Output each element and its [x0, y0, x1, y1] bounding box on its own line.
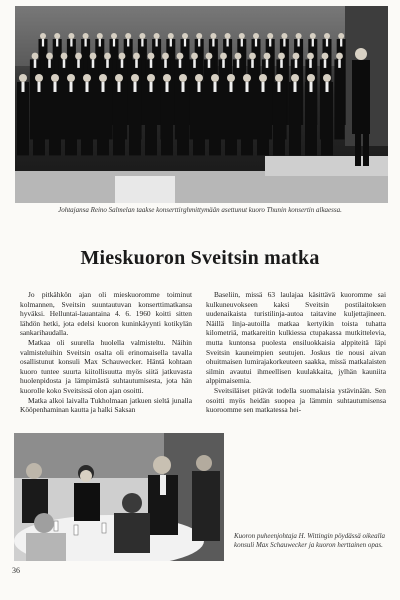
article-title: Mieskuoron Sveitsin matka	[80, 247, 320, 269]
choir-concert-photo	[15, 6, 388, 203]
paragraph: Jo pitkähkön ajan oli mieskuoromme toiminut kolmannen, Sveitsin suuntautuvan konserttimatkansa hyväksi. Helluntai-lauantaina 4. 6. 1960 koitti sitten lähdön hetki, jota edelsi kuoron kuninkäyynti kotikylän sankarihaudalla.	[20, 290, 192, 338]
paragraph: Baseliin, missä 63 laulajaa käsittävä kuoromme sai kulkuneuvokseen kaksi Sveitsin postilaitoksen uudenaikaista turistilinja-autoa taitavine kuljettajineen. Näillä linja-autoilla matkaa kertyikin toista tuhatta kilometriä, matkareitin kulkiessa ctupakassa mutkittelevia, mutta kuntonsa puolesta ensiluokkaisia alppiteitä läpi Sveitsin kauneimpien seutujen. Joskus tie nousi aivan ohuitmaisen lumirajakorkeuteen saakka, missä matkalaisten silmin avautui ihmeellisen kuulakkaita, jylhän kauniita alppimaisemia.	[206, 290, 386, 386]
paragraph: Matkaa oli suurella huolella valmisteltu. Näihin valmisteluihin Sveitsin osalta oli erinomaisella tavalla osallistunut konsuli Max Schauwecker. Häntä kohtaan kuoro tuntee suurta kiitollisuutta myös siitä jatkuvasta huolenpidosta ja lämpimästä suhtautumisesta, jota hän kuorolle koko Sveitsissä olon ajan osoitti.	[20, 337, 192, 395]
bottom-photo-caption: Kuoron puheenjohtaja H. Wittingin pöydässä oikealla konsuli Max Schauwecker ja kuoron herttainen opas.	[234, 532, 386, 549]
top-photo-caption: Johtajansa Reino Salmelan taakse konserttirghmittymään asettunut kuoro Thunin konsertin alkaessa.	[58, 206, 342, 214]
paragraph: Matka alkoi laivalla Tukholmaan jatkuen sieltä junalla Kööpenhaminan kautta ja halki Saksan	[20, 395, 192, 415]
dinner-table-image	[14, 433, 224, 561]
right-text-column	[206, 290, 386, 415]
paragraph: Sveitsiläiset pitävät todella suomalaisia ystävinään. Sen osoitti myös heidän suopea ja lämmin suhtautumisensa kuoroomme sen matkatessa hei-	[206, 385, 386, 415]
dinner-table-photo	[14, 433, 224, 561]
left-text-column	[20, 290, 192, 415]
choir-concert-image	[15, 6, 388, 203]
page-number: 36	[12, 566, 20, 575]
